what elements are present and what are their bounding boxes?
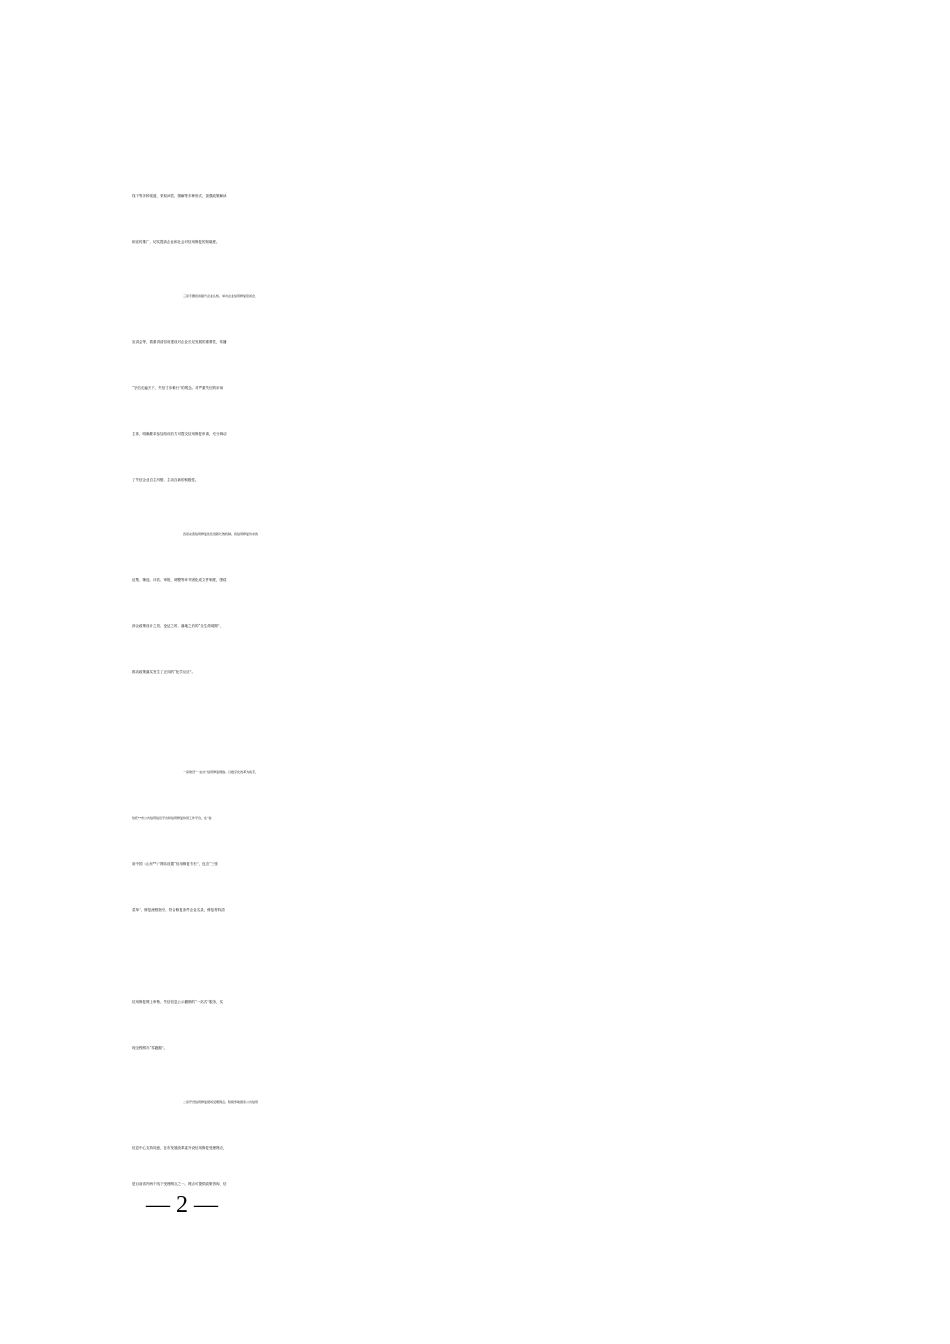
text-line: 征集、筛选、评估、审报、调整等环节固化成文件制度，围绕 [132, 578, 227, 582]
text-line [132, 932, 950, 980]
text-line: 是目前省内两个线下受理网点之一。网点可提供政策咨询、信 [132, 1182, 227, 1186]
page-number: — 2 — [146, 1192, 218, 1218]
text-line: 了失信企业自主纠错、主动自新的积极性。 [132, 478, 199, 482]
section-heading [183, 702, 950, 750]
paragraph-first-line: 二是开设信用修复现场受理网点。积极争取国家公共信用 [183, 1100, 259, 1104]
text-line: 菜单”、修复流程指引、符合修复条件企业名录、修复材料清 [132, 908, 225, 912]
text-line: 涉企政策设计之初、论证之时、落地之后的“全生命周期”， [132, 624, 224, 628]
text-line: “守信走遍天下，失信寸步难行”的观念。对严重失信的市场 [132, 386, 224, 390]
text-line: 信息中心支持同意，在市发展改革委开设信用修复受理网点， [132, 1146, 227, 1150]
paragraph-first-line: 一是建设“一站式”信用修复网络。以数字化改革为抓手， [183, 770, 259, 774]
text-line: 推动政策落实发生了正向的“化学反应”。 [132, 670, 196, 674]
paragraph-first-line: 三是专题培训提升企业认知。举办企业信用修复培训会、 [183, 294, 259, 298]
text-line: 线下等多种渠道，采取问答、图解等多种形式，加强政策解读 [132, 194, 227, 198]
text-line: 现全程网办“零跑腿”。 [132, 1046, 168, 1050]
text-line: 和宣传推广，切实提高企业和社会对信用修复的知晓度。 [132, 240, 220, 244]
text-line: 依托**市公共信用信息平台和信用修复协同工作平台，在“信 [132, 816, 212, 820]
text-line: 主体，明确要求参加培训后方可提交信用修复申请，充分调动 [132, 432, 227, 436]
text-line: 宣讲会等，着重讲清信用建设对企业长足发展的重要性，传播 [132, 340, 227, 344]
text-line: 信用修复网上审核、失信信息公示撤销的“一站式”服务，实 [132, 1000, 224, 1004]
text-line: 用中国（山东**）”网站设置“信用修复专栏”，包含“三张 [132, 862, 218, 866]
paragraph-first-line: 四是完善信用修复优化创新长效机制。将信用修复诉求的 [183, 532, 259, 536]
